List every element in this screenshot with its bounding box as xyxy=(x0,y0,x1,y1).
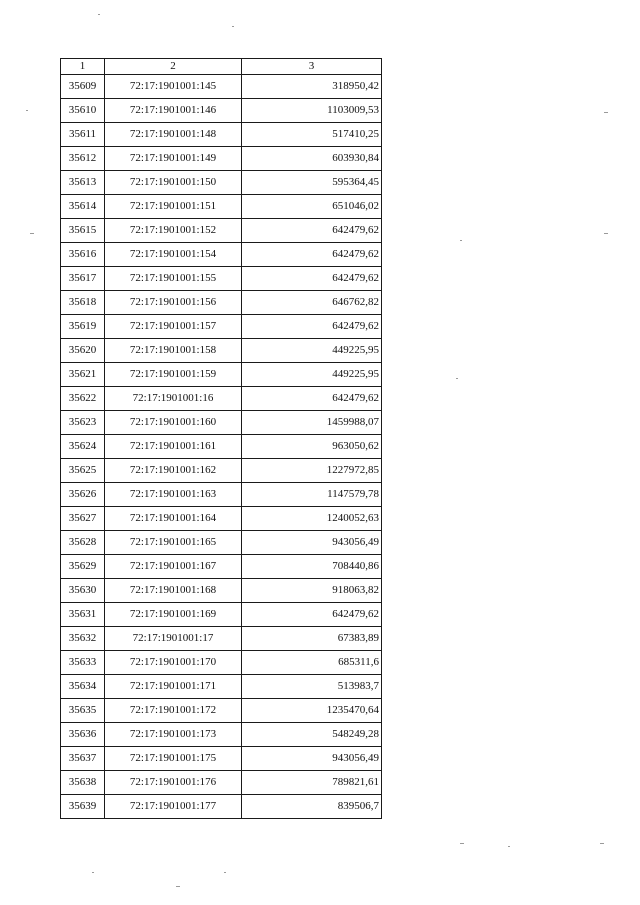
value-cell: 513983,7 xyxy=(242,675,382,699)
value-cell: 642479,62 xyxy=(242,243,382,267)
value-cell: 918063,82 xyxy=(242,579,382,603)
header-col-1: 1 xyxy=(61,59,105,75)
table-row xyxy=(61,171,382,195)
cadastral-number-cell: 72:17:1901001:169 xyxy=(105,603,242,627)
cadastral-number-cell: 72:17:1901001:167 xyxy=(105,555,242,579)
value-cell: 642479,62 xyxy=(242,387,382,411)
value-cell: 595364,45 xyxy=(242,171,382,195)
table-row xyxy=(61,195,382,219)
value-cell: 642479,62 xyxy=(242,315,382,339)
row-number-cell: 35638 xyxy=(61,771,105,795)
value-cell: 963050,62 xyxy=(242,435,382,459)
row-number-cell: 35629 xyxy=(61,555,105,579)
row-number-cell: 35625 xyxy=(61,459,105,483)
row-number-cell: 35637 xyxy=(61,747,105,771)
value-cell: 67383,89 xyxy=(242,627,382,651)
row-number-cell: 35621 xyxy=(61,363,105,387)
table-row xyxy=(61,507,382,531)
cadastral-number-cell: 72:17:1901001:168 xyxy=(105,579,242,603)
cadastral-number-cell: 72:17:1901001:176 xyxy=(105,771,242,795)
row-number-cell: 35618 xyxy=(61,291,105,315)
value-cell: 646762,82 xyxy=(242,291,382,315)
value-cell: 642479,62 xyxy=(242,219,382,243)
value-cell: 1240052,63 xyxy=(242,507,382,531)
cadastral-number-cell: 72:17:1901001:149 xyxy=(105,147,242,171)
table-row xyxy=(61,699,382,723)
scan-speck xyxy=(26,110,28,111)
row-number-cell: 35616 xyxy=(61,243,105,267)
table-row xyxy=(61,651,382,675)
table-row xyxy=(61,99,382,123)
cadastral-number-cell: 72:17:1901001:171 xyxy=(105,675,242,699)
cadastral-number-cell: 72:17:1901001:156 xyxy=(105,291,242,315)
table-row xyxy=(61,315,382,339)
scan-speck xyxy=(456,378,458,379)
row-number-cell: 35620 xyxy=(61,339,105,363)
table-row xyxy=(61,243,382,267)
table-row xyxy=(61,771,382,795)
table-row xyxy=(61,459,382,483)
cadastral-number-cell: 72:17:1901001:161 xyxy=(105,435,242,459)
row-number-cell: 35610 xyxy=(61,99,105,123)
value-cell: 708440,86 xyxy=(242,555,382,579)
cadastral-number-cell: 72:17:1901001:160 xyxy=(105,411,242,435)
table-header xyxy=(61,59,382,75)
registry-table xyxy=(60,58,382,819)
value-cell: 603930,84 xyxy=(242,147,382,171)
scan-speck xyxy=(98,14,100,15)
row-number-cell: 35611 xyxy=(61,123,105,147)
table-row xyxy=(61,747,382,771)
cadastral-number-cell: 72:17:1901001:162 xyxy=(105,459,242,483)
cadastral-number-cell: 72:17:1901001:159 xyxy=(105,363,242,387)
table-row xyxy=(61,123,382,147)
cadastral-number-cell: 72:17:1901001:155 xyxy=(105,267,242,291)
row-number-cell: 35630 xyxy=(61,579,105,603)
scan-speck xyxy=(600,843,604,844)
row-number-cell: 35627 xyxy=(61,507,105,531)
scan-speck xyxy=(460,240,462,241)
table-row xyxy=(61,531,382,555)
cadastral-number-cell: 72:17:1901001:163 xyxy=(105,483,242,507)
value-cell: 685311,6 xyxy=(242,651,382,675)
row-number-cell: 35619 xyxy=(61,315,105,339)
scan-speck xyxy=(460,843,464,844)
table-row xyxy=(61,291,382,315)
row-number-cell: 35615 xyxy=(61,219,105,243)
scan-speck xyxy=(604,112,608,113)
value-cell: 1227972,85 xyxy=(242,459,382,483)
value-cell: 449225,95 xyxy=(242,339,382,363)
row-number-cell: 35636 xyxy=(61,723,105,747)
value-cell: 1235470,64 xyxy=(242,699,382,723)
row-number-cell: 35632 xyxy=(61,627,105,651)
table-row xyxy=(61,435,382,459)
row-number-cell: 35622 xyxy=(61,387,105,411)
value-cell: 642479,62 xyxy=(242,267,382,291)
scan-speck xyxy=(92,872,94,873)
row-number-cell: 35613 xyxy=(61,171,105,195)
row-number-cell: 35609 xyxy=(61,75,105,99)
row-number-cell: 35624 xyxy=(61,435,105,459)
value-cell: 651046,02 xyxy=(242,195,382,219)
cadastral-number-cell: 72:17:1901001:165 xyxy=(105,531,242,555)
cadastral-number-cell: 72:17:1901001:154 xyxy=(105,243,242,267)
row-number-cell: 35639 xyxy=(61,795,105,819)
cadastral-number-cell: 72:17:1901001:152 xyxy=(105,219,242,243)
scan-speck xyxy=(232,26,234,27)
value-cell: 548249,28 xyxy=(242,723,382,747)
scan-speck xyxy=(224,872,226,873)
cadastral-number-cell: 72:17:1901001:151 xyxy=(105,195,242,219)
value-cell: 642479,62 xyxy=(242,603,382,627)
value-cell: 1459988,07 xyxy=(242,411,382,435)
value-cell: 1103009,53 xyxy=(242,99,382,123)
scan-speck xyxy=(604,233,608,234)
cadastral-number-cell: 72:17:1901001:170 xyxy=(105,651,242,675)
value-cell: 943056,49 xyxy=(242,747,382,771)
table-row xyxy=(61,723,382,747)
row-number-cell: 35628 xyxy=(61,531,105,555)
scan-speck xyxy=(30,233,34,234)
header-col-2: 2 xyxy=(105,59,242,75)
value-cell: 318950,42 xyxy=(242,75,382,99)
table-row xyxy=(61,555,382,579)
cadastral-number-cell: 72:17:1901001:172 xyxy=(105,699,242,723)
cadastral-number-cell: 72:17:1901001:175 xyxy=(105,747,242,771)
row-number-cell: 35623 xyxy=(61,411,105,435)
value-cell: 517410,25 xyxy=(242,123,382,147)
value-cell: 943056,49 xyxy=(242,531,382,555)
cadastral-number-cell: 72:17:1901001:177 xyxy=(105,795,242,819)
header-col-3: 3 xyxy=(242,59,382,75)
table-row xyxy=(61,387,382,411)
row-number-cell: 35634 xyxy=(61,675,105,699)
cadastral-number-cell: 72:17:1901001:150 xyxy=(105,171,242,195)
table-row xyxy=(61,675,382,699)
cadastral-number-cell: 72:17:1901001:173 xyxy=(105,723,242,747)
table-row xyxy=(61,75,382,99)
table-row xyxy=(61,219,382,243)
cadastral-number-cell: 72:17:1901001:148 xyxy=(105,123,242,147)
table-row xyxy=(61,627,382,651)
row-number-cell: 35612 xyxy=(61,147,105,171)
table-row xyxy=(61,483,382,507)
table-row xyxy=(61,363,382,387)
row-number-cell: 35617 xyxy=(61,267,105,291)
value-cell: 789821,61 xyxy=(242,771,382,795)
table-row xyxy=(61,339,382,363)
table-row xyxy=(61,147,382,171)
cadastral-number-cell: 72:17:1901001:145 xyxy=(105,75,242,99)
cadastral-number-cell: 72:17:1901001:158 xyxy=(105,339,242,363)
table-body xyxy=(61,75,382,819)
table-row xyxy=(61,603,382,627)
value-cell: 839506,7 xyxy=(242,795,382,819)
cadastral-number-cell: 72:17:1901001:16 xyxy=(105,387,242,411)
table-row xyxy=(61,267,382,291)
row-number-cell: 35633 xyxy=(61,651,105,675)
row-number-cell: 35635 xyxy=(61,699,105,723)
header-row xyxy=(61,59,382,75)
cadastral-number-cell: 72:17:1901001:164 xyxy=(105,507,242,531)
row-number-cell: 35614 xyxy=(61,195,105,219)
row-number-cell: 35631 xyxy=(61,603,105,627)
scan-speck xyxy=(508,846,510,847)
cadastral-number-cell: 72:17:1901001:17 xyxy=(105,627,242,651)
scan-speck xyxy=(176,886,180,887)
table-row xyxy=(61,795,382,819)
table-row xyxy=(61,579,382,603)
table-row xyxy=(61,411,382,435)
cadastral-number-cell: 72:17:1901001:146 xyxy=(105,99,242,123)
value-cell: 1147579,78 xyxy=(242,483,382,507)
value-cell: 449225,95 xyxy=(242,363,382,387)
row-number-cell: 35626 xyxy=(61,483,105,507)
cadastral-number-cell: 72:17:1901001:157 xyxy=(105,315,242,339)
